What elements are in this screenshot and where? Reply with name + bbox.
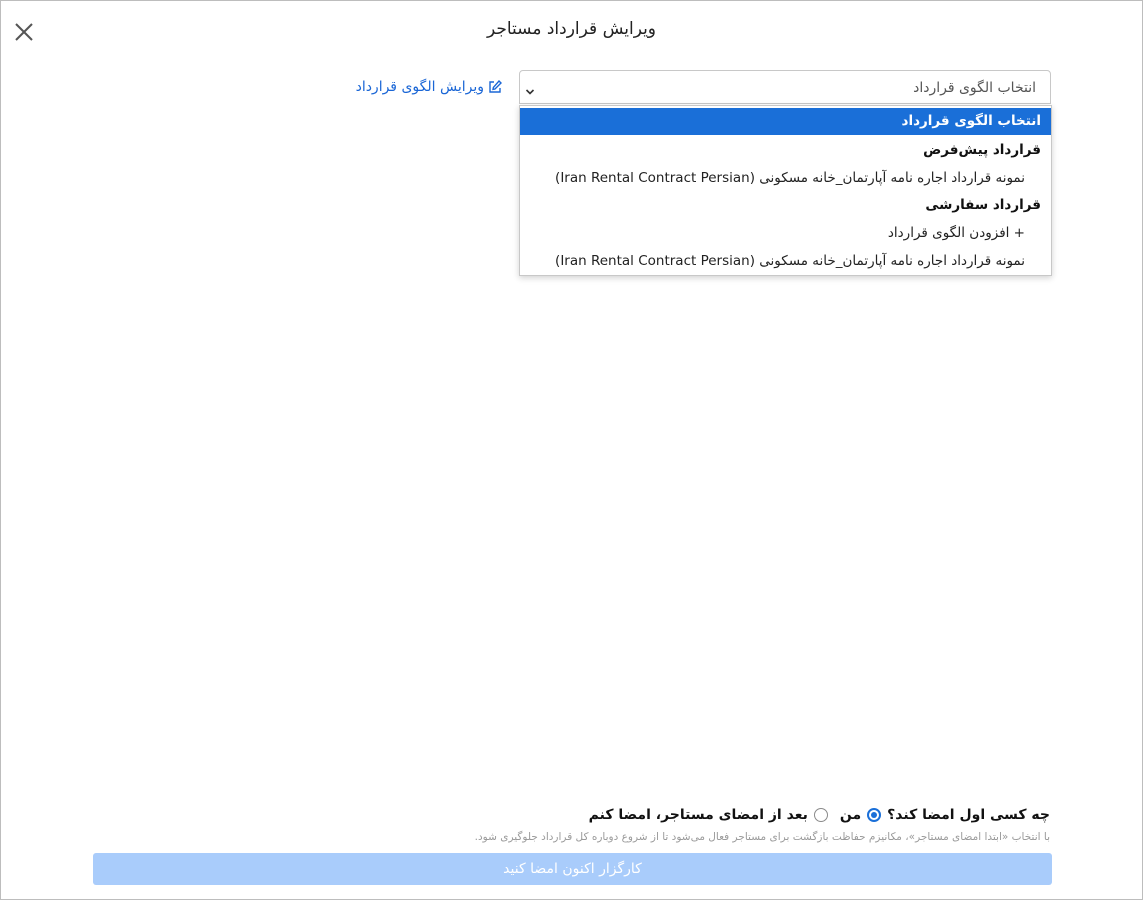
edit-template-link[interactable] <box>356 79 502 95</box>
radio-sign-me-first[interactable] <box>867 808 881 822</box>
radio-sign-me-first-label[interactable]: من <box>839 807 862 823</box>
signing-order-group <box>583 807 1050 823</box>
dropdown-option-default-iran-rental[interactable]: نمونه قرارداد اجاره نامه آپارتمان_خانه مسکونی (Iran Rental Contract Persian) <box>555 170 1025 186</box>
dropdown-option-placeholder[interactable]: انتخاب الگوی قرارداد <box>520 108 1051 135</box>
dropdown-group-custom: قرارداد سفارشی <box>925 197 1041 213</box>
agent-sign-now-button[interactable]: کارگزار اکنون امضا کنید <box>93 853 1052 885</box>
edit-template-label: ویرایش الگوی قرارداد <box>355 79 484 95</box>
template-select[interactable] <box>519 70 1051 104</box>
template-dropdown <box>519 105 1052 276</box>
template-select-value: انتخاب الگوی قرارداد <box>913 80 1036 96</box>
dropdown-group-default: قرارداد پیش‌فرض <box>923 142 1041 158</box>
radio-sign-after-tenant[interactable] <box>814 808 828 822</box>
chevron-down-icon <box>525 82 535 92</box>
modal-title: ویرایش قرارداد مستاجر <box>486 19 657 39</box>
dropdown-option-custom-iran-rental[interactable]: نمونه قرارداد اجاره نامه آپارتمان_خانه مسکونی (Iran Rental Contract Persian) <box>555 253 1025 269</box>
edit-icon <box>488 80 502 94</box>
dropdown-option-add-template[interactable]: + افزودن الگوی قرارداد <box>887 225 1025 241</box>
radio-sign-after-tenant-label[interactable]: بعد از امضای مستاجر، امضا کنم <box>588 807 808 823</box>
signing-order-hint: با انتخاب «ابتدا امضای مستاجر»، مکانیزم حفاظت بازگشت برای مستاجر فعال می‌شود تا از شروع دوباره کل قرارداد جلوگیری شود. <box>474 831 1050 843</box>
signing-order-question: چه کسی اول امضا کند؟ <box>887 807 1050 823</box>
